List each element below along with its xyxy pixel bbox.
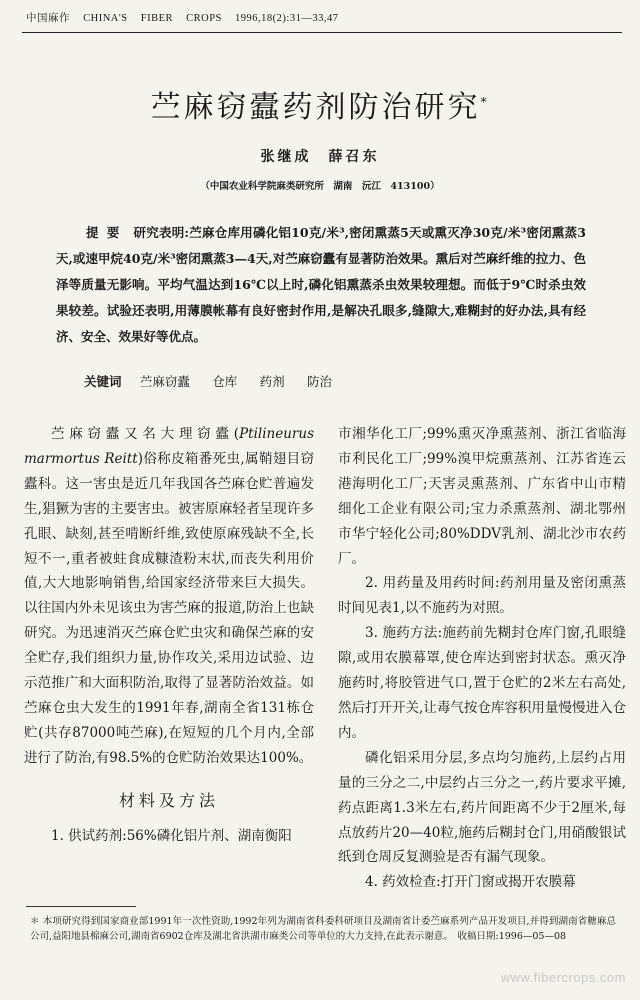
keyword: 仓库 [212, 374, 238, 389]
abstract-text: 研究表明:苎麻仓库用磷化铝10克/米³,密闭熏蒸5天或熏灭净30克/米³密闭熏蒸3天,或速甲烷40克/米³密闭熏蒸3—4天,对苎麻窃蠹有显著防治效果。熏后对苎麻纤维的拉力、色泽等质量无影响。平均气温达到16℃以上时,磷化铝熏蒸杀虫效果较理想。而低于9℃时杀虫效果较差。试验还表明,用薄膜帐幕有良好密封作用,是解决孔眼多,缝隙大,难糊封的好办法,具有经济、安全、效果好等优点。 [56, 225, 586, 344]
journal-citation: 1996,18(2):31—33,47 [235, 13, 339, 24]
body-column-left [24, 422, 314, 849]
journal-name-en-2: FIBER [140, 13, 173, 24]
journal-header [26, 10, 616, 28]
article-affiliation: （中国农业科学院麻类研究所 湖南 沅江 413100） [200, 181, 440, 192]
abstract [56, 220, 586, 350]
method-item-3: 3. 施药方法:施药前先糊封仓库门窗,孔眼缝隙,或用农膜幕罩,使仓库达到密封状态。熏灭净施药时,将胶管进气口,置于仓贮的2米左右高处,然后打开开关,让毒气按仓库容积用量慢慢进入仓内。 [338, 625, 626, 741]
keywords-label: 关键词 [84, 374, 122, 389]
method-item-3-paragraph-2: 磷化铝采用分层,多点均匀施药,上层约占用量的三分之二,中层约占三分之一,药片要求平摊,药点距离1.3米左右,药片间距离不少于2厘米,每点放药片20—40粒,施药后糊封仓门,用硝酸银试纸到仓周反复测验是否有漏气现象。 [338, 749, 626, 866]
keyword: 药剂 [259, 374, 285, 389]
article-title-text: 苎麻窃蠹药剂防治研究 [150, 90, 481, 125]
keywords [84, 372, 584, 390]
method-item-1-start: 1. 供试药剂:56%磷化铝片剂、湖南衡阳 [51, 827, 292, 844]
species-name: Ptilineurus marmortus Reitt [24, 426, 314, 467]
header-divider [22, 32, 622, 33]
intro-text-rest: )俗称皮箱番死虫,属鞘翅目窃蠹科。这一害虫是近几年我国各苎麻仓贮普遍发生,猖獗为害的主要害虫。被害原麻轻者呈现许多孔眼、缺刻,甚至啃断纤维,致使原麻残缺不全,长短不一,重者被蛀食成糠渣粉末状,而丧失利用价值,大大地影响销售,给国家经济带来巨大损失。以往国内外未见该虫为害苎麻的报道,防治上也缺研究。为迅速消灭苎麻仓贮虫灾和确保苎麻的安全贮存,我们组织力量,协作攻关,采用边试验、边示范推广和大面积防治,取得了显著防治效益。如苎麻仓虫大发生的1991年春,湖南全省131栋仓贮(共存87000吨苎麻),在短短的几个月内,全部进行了防治,有98.5%的仓贮防治效果达100%。 [24, 450, 314, 766]
intro-text-start: 苎麻窃蠹又名大理窃蠹( [51, 426, 240, 442]
watermark: www.fibercrops.com [500, 970, 626, 985]
method-item-4: 4. 药效检查:打开门窗或揭开农膜幕 [365, 874, 576, 891]
intro-paragraph [24, 422, 314, 771]
journal-name-en-3: CROPS [186, 13, 222, 24]
article-title [0, 82, 640, 126]
method-item-1-continued: 市湘华化工厂;99%熏灭净熏蒸剂、浙江省临海市利民化工厂;99%溴甲烷熏蒸剂、江苏省连云港海明化工厂;天害灵熏蒸剂、广东省中山市精细化工企业有限公司;宝力杀熏蒸剂、湖北鄂州市华宁轻化公司;80%DDV乳剂、湖北沙市农药厂。 [338, 426, 626, 567]
footnote-divider [26, 906, 136, 907]
abstract-label: 提要 [86, 225, 128, 240]
title-footnote-mark: * [480, 95, 490, 109]
keyword: 苎麻窃蠹 [139, 374, 190, 389]
method-item-2: 2. 用药量及用药时间:药剂用量及密闭熏蒸时间见表1,以不施药为对照。 [338, 575, 626, 617]
footnote: ＊ 本项研究得到国家商业部1991年一次性资助,1992年列为湖南省科委科研项目及湖南省计委苎麻系列产品开发项目,并得到湖南省糖麻总公司,益阳地县棉麻公司,湖南省6902仓库及湖北省洪湖市麻类公司等单位的大力支持,在此表示谢意。 收稿日期:1996—05—08 [30, 916, 616, 942]
journal-name-cn: 中国麻作 [26, 13, 70, 24]
keyword: 防治 [307, 374, 333, 389]
journal-name-en-1: CHINA'S [83, 13, 128, 24]
article-authors: 张继成 薛召东 [260, 149, 380, 165]
body-column-right [338, 422, 626, 895]
section-heading-materials-methods: 材料及方法 [118, 790, 219, 810]
